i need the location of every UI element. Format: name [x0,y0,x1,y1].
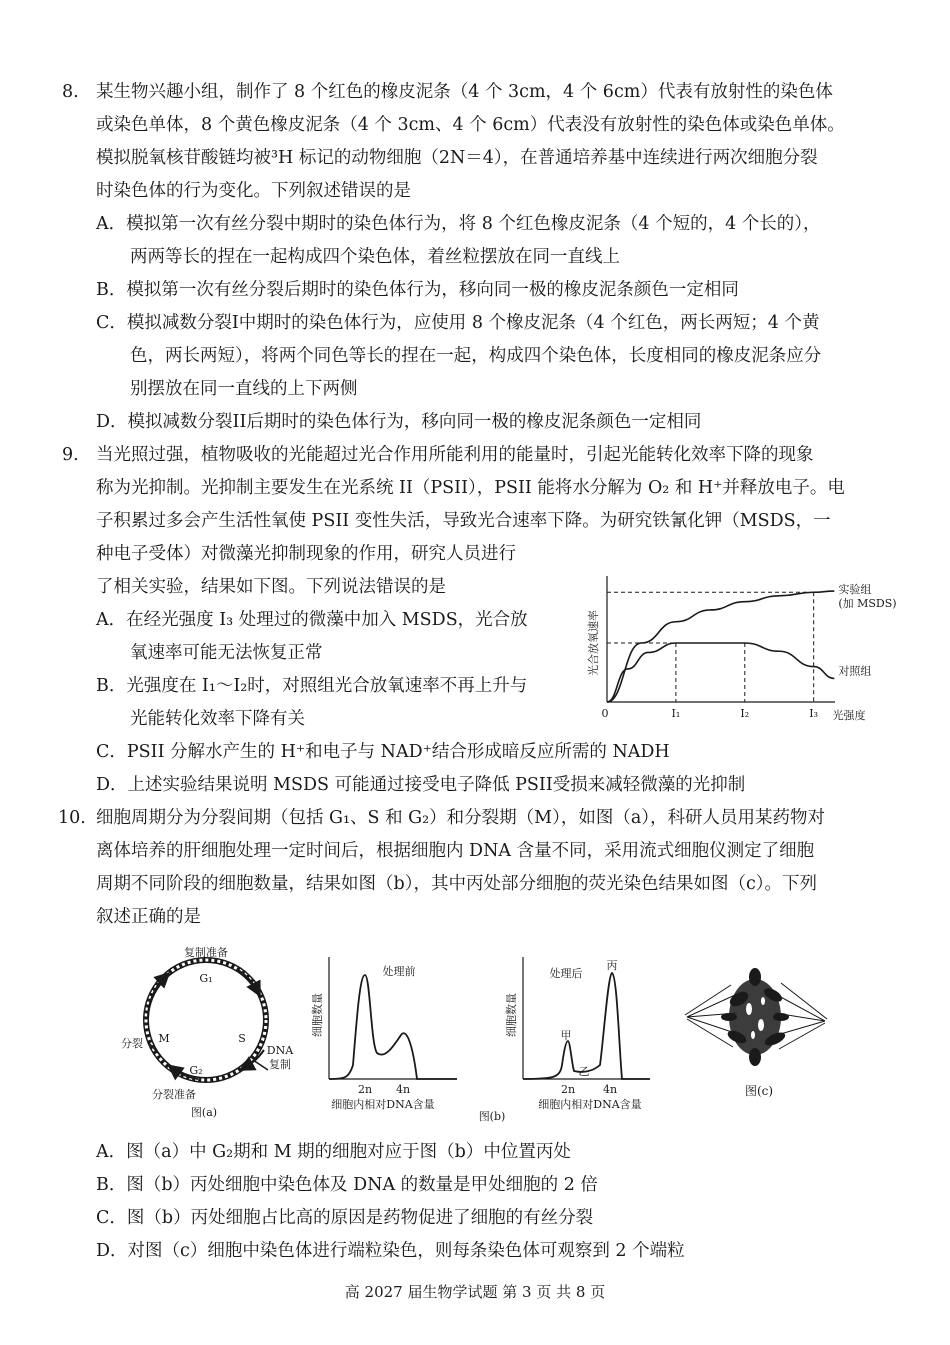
label-g2: G₂ [189,1064,203,1077]
x-tick-label: I₂ [740,707,750,720]
cell-cycle-diagram [108,940,308,1125]
option-d: D．模拟减数分裂II后期时的染色体行为，移向同一极的橡皮泥条颜色一定相同 [96,412,702,432]
stem-line: 当光照过强，植物吸收的光能超过光合作用所能利用的能量时，引起光能转化效率下降的现象 [96,445,814,465]
distribution-curve [329,975,457,1079]
question-number: 9. [62,445,79,465]
label-g1: G₁ [199,972,213,985]
tick-4n: 4n [602,1083,618,1096]
caption-b: 图(b) [478,1110,506,1123]
stem-line: 称为光抑制。光抑制主要发生在光系统 II（PSII），PSII 能将水分解为 O₂ 和 H⁺并释放电子。电 [96,478,845,498]
label-bottom: 分裂准备 [152,1088,196,1101]
label-right-1: DNA [266,1044,294,1057]
tick-2n: 2n [560,1083,576,1096]
option-a: A．图（a）中 G₂期和 M 期的细胞对应于图（b）中位置丙处 [96,1142,571,1162]
series-line-control [607,643,834,702]
x-label: 细胞内相对DNA含量 [331,1098,435,1111]
peak-jia: 甲 [560,1029,572,1042]
x-axis-label: 光强度 [832,709,866,722]
stem-line: 离体培养的肝细胞处理一定时间后，根据细胞内 DNA 含量不同，采用流式细胞仪测定了细胞 [96,841,815,861]
stem-line: 某生物兴趣小组，制作了 8 个红色的橡皮泥条（4 个 3cm，4 个 6cm）代表有放射性的染色体 [96,82,833,102]
label-right-2: 复制 [269,1058,291,1071]
option-b: B．模拟第一次有丝分裂后期时的染色体行为，移向同一极的橡皮泥条颜色一定相同 [96,280,739,300]
chromosome-mass [721,968,789,1066]
question-10-options [62,1136,890,1268]
page-footer: 高 2027 届生物学试题 第 3 页 共 8 页 [344,1283,606,1301]
phase-divider [253,1060,268,1070]
series-line-experiment [607,591,834,702]
label-left: 分裂 [121,1037,143,1050]
question-number: 8. [62,82,79,102]
peak-yi: 乙 [578,1065,590,1078]
stem-line: 叙述正确的是 [96,907,201,927]
option-c: C．PSII 分解水产生的 H⁺和电子与 NAD⁺结合形成暗反应所需的 NADH [96,742,670,762]
question-8 [62,76,890,439]
y-label: 细胞数量 [505,993,518,1037]
question-10 [58,802,890,934]
option-c: C．模拟减数分裂I中期时的染色体行为，应使用 8 个橡皮泥条（4 个红色，两长两短；4 个黄 [96,313,820,333]
option-a: A．模拟第一次有丝分裂中期时的染色体行为，将 8 个红色橡皮泥条（4 个短的，4 个长的）， [96,214,821,234]
histogram-before [311,955,465,1115]
y-label: 细胞数量 [311,993,324,1037]
option-d: D．对图（c）细胞中染色体进行端粒染色，则每条染色体可观察到 2 个端粒 [96,1241,685,1261]
panel-title: 处理前 [382,965,416,978]
label-s: S [238,1032,246,1045]
stem-line: 了相关实验，结果如下图。下列说法错误的是 [96,577,446,597]
label-top: 复制准备 [184,946,228,959]
question-number: 10. [58,808,86,828]
tick-4n: 4n [395,1083,411,1096]
option-b: B．图（b）丙处细胞中染色体及 DNA 的数量是甲处细胞的 2 倍 [96,1175,598,1195]
series-label: (加 MSDS) [838,597,897,611]
option-b-cont: 光能转化效率下降有关 [130,709,305,729]
stem-line: 子积累过多会产生活性氧使 PSII 变性失活，导致光合速率下降。为研究铁氰化钾（MSDS，一 [96,511,831,531]
tick-2n: 2n [357,1083,373,1096]
stem-line: 时染色体的行为变化。下列叙述错误的是 [96,181,411,201]
peak-bing: 丙 [606,959,618,972]
label-m: M [158,1032,170,1045]
x-tick-label: I₃ [809,707,819,720]
option-c-cont: 色，两长两短），将两个同色等长的捏在一起，构成四个染色体，长度相同的橡皮泥条应分 [130,346,822,366]
x-tick-label: 0 [601,707,609,720]
series-label: 实验组 [838,583,872,597]
stem-line: 或染色单体，8 个黄色橡皮泥条（4 个 3cm、4 个 6cm）代表没有放射性的染色体或染色单体。 [96,115,845,135]
x-tick-label: I₁ [671,707,681,720]
option-c: C．图（b）丙处细胞占比高的原因是药物促进了细胞的有丝分裂 [96,1208,594,1228]
caption-c: 图(c) [744,1084,774,1098]
option-c-cont: 别摆放在同一直线的上下两侧 [130,379,358,399]
stem-line: 周期不同阶段的细胞数量，结果如图（b），其中丙处部分细胞的荧光染色结果如图（c）。下列 [96,874,818,894]
option-a-cont: 两两等长的捏在一起构成四个染色体，着丝粒摆放在同一直线上 [130,247,620,267]
x-label: 细胞内相对DNA含量 [538,1098,642,1111]
stem-line: 模拟脱氧核苷酸链均被³H 标记的动物细胞（2N＝4），在普通培养基中连续进行两次细胞分裂 [96,148,818,168]
histogram-after [478,955,658,1125]
caption-a: 图(a) [190,1106,218,1119]
y-axis-label: 光合放氧速率 [587,610,600,676]
light-inhibition-chart [585,570,897,730]
series-label: 对照组 [838,664,872,678]
option-a: A．在经光强度 I₃ 处理过的微藻中加入 MSDS，光合放 [96,610,528,630]
panel-title: 处理后 [549,967,583,980]
stem-line: 种电子受体）对微藻光抑制现象的作用，研究人员进行 [96,544,516,564]
stem-line: 细胞周期分为分裂间期（包括 G₁、S 和 G₂）和分裂期（M），如图（a），科研人员用某药物对 [96,808,826,828]
option-d: D．上述实验结果说明 MSDS 可能通过接受电子降低 PSII受损来减轻微藻的光抑制 [96,775,746,795]
option-a-cont: 氧速率可能无法恢复正常 [130,643,323,663]
option-b: B．光强度在 I₁～I₂时，对照组光合放氧速率不再上升与 [96,676,528,696]
fluorescent-cell-image [675,955,835,1105]
distribution-curve [523,973,650,1079]
